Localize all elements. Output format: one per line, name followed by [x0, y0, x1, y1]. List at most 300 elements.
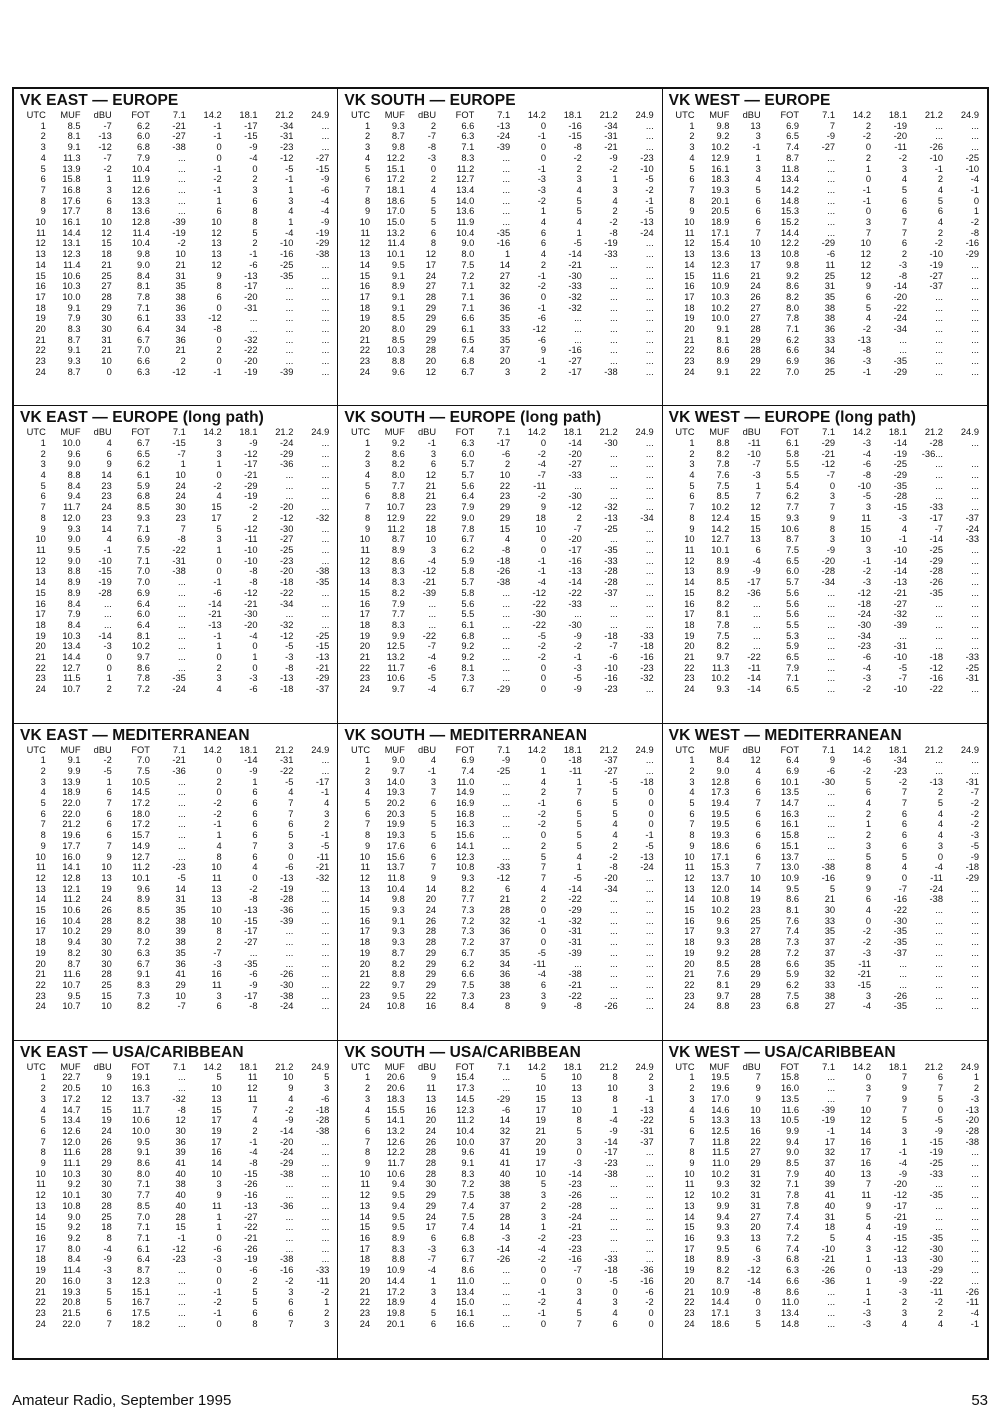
- table-cell: 7: [576, 787, 582, 798]
- table-row: [344, 335, 655, 346]
- table-cell: 14: [35, 1211, 46, 1222]
- table-cell: 5: [576, 1125, 582, 1136]
- table-cell: ...: [609, 1243, 618, 1254]
- table-cell: 7.3: [461, 990, 475, 1001]
- table-cell: 20: [684, 1275, 695, 1286]
- table-cell: -29: [315, 673, 330, 684]
- table-cell: ...: [428, 619, 437, 630]
- table-cell: ...: [285, 356, 294, 367]
- table-cell: 10.8: [711, 894, 730, 905]
- table-cell: -6: [249, 684, 258, 695]
- table-cell: ...: [935, 969, 943, 980]
- table-cell: -1: [249, 1136, 258, 1147]
- table-cell: -14: [929, 534, 943, 545]
- table-cell: 12.0: [62, 512, 81, 523]
- table-cell: 14.4: [62, 652, 81, 663]
- table-cell: 7.1: [786, 673, 800, 684]
- table-cell: -2: [537, 652, 546, 663]
- table-cell: 9.1: [716, 324, 730, 335]
- table-cell: ...: [935, 641, 943, 652]
- table-cell: 1: [612, 1104, 618, 1115]
- table-cell: 11: [684, 227, 695, 238]
- table-cell: 7.4: [461, 345, 475, 356]
- table-cell: -1: [321, 787, 330, 798]
- table-header-row: [20, 745, 331, 756]
- column-header: 18.1: [563, 1061, 582, 1072]
- table-cell: 13: [571, 1093, 582, 1104]
- table-cell: 0: [540, 755, 546, 766]
- table-cell: 20.6: [386, 1083, 405, 1094]
- table-cell: -23: [604, 1158, 618, 1169]
- column-header: 18.1: [888, 110, 907, 120]
- table-cell: -14: [747, 673, 761, 684]
- table-cell: 22: [425, 990, 437, 1001]
- table-cell: -8: [752, 1286, 761, 1297]
- table-cell: -29: [279, 1158, 294, 1169]
- table-cell: ...: [609, 1190, 618, 1201]
- table-cell: -37: [604, 755, 618, 766]
- table-cell: 16.3: [780, 808, 800, 819]
- table-cell: 11.0: [456, 1275, 475, 1286]
- column-header: dBU: [93, 110, 112, 120]
- table-cell: -18: [568, 755, 582, 766]
- table-cell: 6.5: [786, 131, 800, 142]
- table-cell: 8.1: [716, 979, 730, 990]
- table-cell: 0: [576, 1147, 582, 1158]
- table-cell: 10.1: [780, 776, 800, 787]
- table-cell: -1: [752, 142, 761, 153]
- table-cell: 9.3: [391, 926, 405, 937]
- table-cell: 8.3: [391, 577, 405, 588]
- table-cell: 3: [216, 1179, 222, 1190]
- table-cell: ...: [321, 366, 330, 377]
- table-cell: 21: [425, 491, 437, 502]
- table-cell: -26: [279, 969, 294, 980]
- table-cell: 10.6: [386, 673, 405, 684]
- table-cell: 12.6: [386, 1136, 405, 1147]
- table-cell: 4: [216, 840, 222, 851]
- table-cell: -3: [573, 662, 582, 673]
- table-cell: 10.7: [62, 684, 81, 695]
- table-cell: -7: [970, 787, 979, 798]
- table-cell: -21: [821, 448, 836, 459]
- table-cell: 13.3: [711, 1115, 730, 1126]
- table-cell: -15: [857, 979, 872, 990]
- table-cell: 27: [750, 1147, 761, 1158]
- table-cell: ...: [609, 480, 618, 491]
- table-cell: -17: [244, 990, 258, 1001]
- table-cell: ...: [935, 334, 943, 345]
- table-row: [20, 809, 331, 820]
- column-header: MUF: [60, 744, 81, 755]
- table-cell: 2: [540, 787, 546, 798]
- table-cell: ...: [502, 662, 511, 673]
- table-cell: -20: [244, 356, 258, 367]
- column-header: 21.2: [924, 110, 943, 120]
- table-cell: ...: [321, 894, 330, 905]
- table-cell: 0: [216, 152, 222, 163]
- table-cell: 8.2: [137, 915, 150, 926]
- table-cell: 8.2: [67, 947, 81, 958]
- table-cell: 10: [425, 534, 437, 545]
- table-cell: -35: [893, 937, 907, 948]
- table-cell: 3: [865, 1083, 872, 1094]
- table-cell: 6.7: [461, 684, 475, 695]
- table-cell: 16.7: [131, 1297, 150, 1308]
- table-cell: ...: [899, 345, 907, 356]
- table-cell: 13: [35, 566, 46, 577]
- table-cell: 0: [540, 1265, 546, 1276]
- table-row: [344, 131, 655, 142]
- table-cell: -2: [213, 798, 222, 809]
- table-cell: 2: [576, 163, 582, 174]
- table-cell: 0: [865, 1265, 872, 1276]
- table-cell: 34: [824, 345, 836, 356]
- table-row: [669, 185, 981, 196]
- table-cell: 10: [35, 534, 46, 545]
- table-cell: -1: [862, 555, 872, 566]
- table-cell: 1: [576, 776, 582, 787]
- table-row: [344, 1105, 655, 1116]
- table-cell: 26: [101, 905, 112, 916]
- table-cell: 0: [937, 851, 943, 862]
- table-cell: 7: [689, 819, 695, 830]
- table-cell: 5: [252, 227, 258, 238]
- table-cell: -5: [970, 840, 979, 851]
- table-cell: 13.3: [131, 195, 150, 206]
- table-cell: 8.0: [461, 249, 475, 260]
- table-cell: -23: [640, 152, 654, 163]
- table-cell: 27: [499, 270, 511, 281]
- table-cell: 21: [359, 334, 371, 345]
- table-cell: -2: [934, 1297, 943, 1308]
- table-cell: 12: [860, 270, 872, 281]
- table-cell: 7.5: [137, 544, 150, 555]
- table-cell: -18: [315, 1104, 330, 1115]
- table-cell: 6: [106, 195, 112, 206]
- table-cell: 11.4: [63, 259, 81, 270]
- table-cell: 6.1: [137, 470, 150, 481]
- table-cell: -23: [604, 684, 618, 695]
- table-cell: -29: [496, 1093, 511, 1104]
- table-cell: 29: [499, 512, 511, 523]
- table-cell: -11: [966, 1297, 979, 1308]
- table-cell: -4: [752, 555, 761, 566]
- table-cell: ...: [321, 1254, 330, 1265]
- table-cell: -8: [213, 324, 222, 335]
- table-cell: -26: [496, 566, 511, 577]
- table-cell: 0: [216, 652, 222, 663]
- table-cell: 9.4: [67, 937, 81, 948]
- table-cell: 11: [861, 1190, 872, 1201]
- table-cell: 2: [40, 1083, 46, 1094]
- table-cell: ...: [935, 470, 943, 481]
- table-cell: 35: [499, 313, 511, 324]
- table-cell: ...: [827, 184, 836, 195]
- table-cell: ...: [574, 958, 582, 969]
- table-cell: 4: [865, 798, 872, 809]
- table-cell: 19.8: [386, 1307, 405, 1318]
- table-cell: -4: [862, 662, 872, 673]
- table-cell: ...: [971, 480, 979, 491]
- table-cell: 16: [359, 915, 371, 926]
- table-cell: 5.7: [461, 577, 475, 588]
- table-cell: ...: [645, 577, 654, 588]
- table-cell: 28: [425, 291, 437, 302]
- table-cell: -34: [604, 883, 618, 894]
- table-cell: -24: [640, 227, 654, 238]
- table-cell: -26: [893, 990, 907, 1001]
- table-cell: 24: [750, 281, 761, 292]
- table-cell: -29: [821, 437, 836, 448]
- table-cell: -18: [965, 862, 979, 873]
- table-cell: 7.0: [137, 345, 150, 356]
- table-row: [669, 281, 981, 292]
- table-cell: 6.8: [786, 1001, 800, 1012]
- table-cell: 9.1: [391, 291, 405, 302]
- table-cell: 41: [175, 969, 186, 980]
- table-row: [344, 1276, 655, 1287]
- table-cell: 15.6: [456, 830, 475, 841]
- table-cell: 3: [430, 776, 437, 787]
- table-row: [344, 313, 655, 324]
- table-cell: 29: [425, 302, 437, 313]
- table-cell: 3: [755, 163, 761, 174]
- table-cell: 15: [535, 1093, 546, 1104]
- table-cell: -29: [279, 448, 294, 459]
- table-cell: -38: [279, 1254, 294, 1265]
- table-cell: 18.3: [386, 1093, 405, 1104]
- table-row: [344, 1308, 655, 1319]
- table-row: [20, 766, 331, 777]
- table-cell: 0: [648, 808, 654, 819]
- table-cell: -18: [640, 776, 654, 787]
- table-cell: 3: [689, 142, 695, 153]
- table-cell: 7.9: [67, 609, 81, 620]
- table-cell: 9.1: [391, 302, 405, 313]
- table-cell: -20: [893, 131, 907, 142]
- table-cell: 15: [175, 1222, 186, 1233]
- table-cell: ...: [321, 926, 330, 937]
- table-row: [669, 599, 981, 610]
- table-cell: 4: [106, 437, 112, 448]
- table-row: [669, 1297, 981, 1308]
- table-cell: 30: [101, 313, 112, 324]
- table-cell: -28: [98, 587, 112, 598]
- table-cell: -8: [970, 227, 979, 238]
- panel-title: VK EAST — EUROPE (long path): [20, 409, 264, 427]
- table-cell: 9: [106, 1072, 112, 1083]
- table-cell: -24: [640, 862, 654, 873]
- table-cell: 30: [101, 324, 112, 335]
- table-cell: ...: [321, 470, 330, 481]
- table-cell: ...: [321, 1243, 330, 1254]
- table-cell: -14: [568, 883, 582, 894]
- table-cell: ...: [609, 313, 618, 324]
- table-cell: 11.2: [132, 862, 150, 873]
- table-cell: -38: [279, 1168, 294, 1179]
- table-cell: 8.0: [391, 324, 405, 335]
- prediction-table: [20, 745, 331, 1013]
- table-cell: 20.8: [62, 1297, 81, 1308]
- table-cell: 1: [865, 1275, 872, 1286]
- table-cell: 8.9: [716, 1254, 730, 1265]
- table-cell: -38: [315, 1125, 330, 1136]
- table-cell: 8.2: [461, 883, 475, 894]
- table-cell: -13: [640, 851, 654, 862]
- table-header-row: [669, 427, 981, 438]
- table-cell: 10.5: [780, 1115, 800, 1126]
- table-cell: 36: [824, 356, 836, 367]
- table-row: [20, 959, 331, 970]
- table-row: [344, 1158, 655, 1169]
- table-cell: ...: [574, 480, 582, 491]
- table-cell: 9: [865, 281, 872, 292]
- table-cell: 4: [612, 1307, 618, 1318]
- column-header: 18.1: [563, 427, 582, 438]
- table-cell: ...: [971, 915, 979, 926]
- table-cell: ...: [609, 345, 618, 356]
- table-cell: -4: [537, 459, 546, 470]
- table-cell: -12: [747, 1265, 761, 1276]
- table-cell: 9.2: [461, 652, 475, 663]
- table-cell: 36: [824, 324, 836, 335]
- table-row: [669, 1265, 981, 1276]
- table-cell: -9: [934, 1125, 943, 1136]
- table-cell: ...: [971, 1243, 979, 1254]
- table-cell: 0: [540, 152, 546, 163]
- table-cell: 10: [571, 1072, 582, 1083]
- table-row: [669, 1254, 981, 1265]
- table-cell: 8.9: [716, 356, 730, 367]
- table-cell: 17: [684, 1243, 695, 1254]
- table-cell: ...: [971, 1158, 979, 1169]
- table-cell: 22.0: [62, 798, 81, 809]
- table-cell: 5.6: [461, 480, 475, 491]
- table-cell: 24: [101, 502, 112, 513]
- table-cell: 12: [425, 249, 437, 260]
- table-cell: 17: [535, 1158, 546, 1169]
- table-cell: 2: [216, 776, 222, 787]
- table-cell: 9: [540, 1001, 546, 1012]
- table-cell: -3: [862, 1318, 872, 1329]
- table-cell: -29: [315, 238, 330, 249]
- table-cell: -12: [532, 587, 546, 598]
- column-header: 24.9: [635, 744, 654, 755]
- table-cell: -33: [315, 1265, 330, 1276]
- table-cell: ...: [609, 1211, 618, 1222]
- table-cell: -13: [208, 619, 222, 630]
- table-cell: ...: [827, 652, 836, 663]
- prediction-table: [20, 427, 331, 695]
- table-cell: -39: [893, 619, 907, 630]
- table-cell: 10: [684, 217, 695, 228]
- table-cell: 6.2: [461, 544, 475, 555]
- table-cell: 29: [425, 958, 437, 969]
- table-cell: ...: [935, 630, 943, 641]
- table-cell: 10: [283, 1072, 294, 1083]
- table-cell: 37: [499, 1200, 511, 1211]
- table-cell: 10: [750, 238, 761, 249]
- table-cell: -3: [285, 652, 294, 663]
- table-cell: 39: [175, 1147, 186, 1158]
- table-cell: 2: [689, 1083, 695, 1094]
- column-header: 21.2: [275, 427, 294, 438]
- table-cell: 9: [40, 206, 46, 217]
- table-cell: 11: [36, 862, 46, 873]
- table-cell: 5: [364, 163, 371, 174]
- table-cell: 16: [860, 1136, 872, 1147]
- table-cell: 36: [175, 1136, 186, 1147]
- table-row: [669, 438, 981, 449]
- table-cell: -4: [537, 1243, 546, 1254]
- table-cell: ...: [827, 619, 836, 630]
- table-cell: 9: [430, 1072, 437, 1083]
- table-row: [20, 926, 331, 937]
- table-cell: 4: [755, 765, 761, 776]
- table-cell: ...: [321, 990, 330, 1001]
- table-cell: -10: [604, 662, 618, 673]
- table-cell: 9.5: [391, 259, 405, 270]
- table-cell: 8.9: [137, 894, 150, 905]
- table-cell: 23: [35, 673, 46, 684]
- table-cell: 6: [755, 1243, 761, 1254]
- table-cell: -8: [609, 227, 618, 238]
- table-cell: 9.3: [391, 120, 405, 131]
- column-header: 14.2: [527, 744, 546, 755]
- table-cell: 6: [364, 1125, 371, 1136]
- table-cell: 6: [252, 830, 258, 841]
- table-cell: -1: [537, 798, 546, 809]
- table-cell: -23: [857, 641, 872, 652]
- table-cell: 18.9: [711, 217, 730, 228]
- table-cell: 32: [824, 969, 836, 980]
- table-cell: 17: [35, 291, 46, 302]
- table-cell: 24: [175, 491, 186, 502]
- table-cell: ...: [971, 1147, 979, 1158]
- table-cell: 0: [865, 1072, 872, 1083]
- table-cell: 25: [750, 915, 761, 926]
- table-cell: 8.0: [137, 1168, 150, 1179]
- table-cell: 7.1: [786, 324, 800, 335]
- table-cell: -21: [422, 577, 437, 588]
- table-cell: ...: [899, 334, 907, 345]
- table-cell: -12: [244, 587, 258, 598]
- table-cell: -18: [640, 641, 654, 652]
- table-cell: -3: [862, 947, 872, 958]
- table-cell: 34: [499, 958, 511, 969]
- table-cell: -17: [244, 281, 258, 292]
- table-cell: 14.5: [456, 1093, 475, 1104]
- table-cell: ...: [285, 1233, 294, 1243]
- table-cell: -17: [929, 512, 943, 523]
- table-cell: ...: [609, 979, 618, 990]
- prediction-panel: [338, 89, 662, 406]
- table-cell: -39: [496, 142, 511, 153]
- table-cell: 22: [35, 662, 46, 673]
- table-cell: -17: [604, 1147, 618, 1158]
- table-cell: 10.2: [711, 502, 730, 513]
- table-cell: 4: [576, 184, 582, 195]
- table-cell: 23: [750, 905, 761, 916]
- table-row: [669, 313, 981, 324]
- table-cell: 16.1: [711, 163, 730, 174]
- table-cell: 15: [684, 1222, 695, 1233]
- table-cell: 38: [175, 291, 186, 302]
- table-cell: 10: [535, 523, 546, 534]
- column-header: 24.9: [311, 744, 330, 755]
- table-cell: 18.1: [386, 184, 405, 195]
